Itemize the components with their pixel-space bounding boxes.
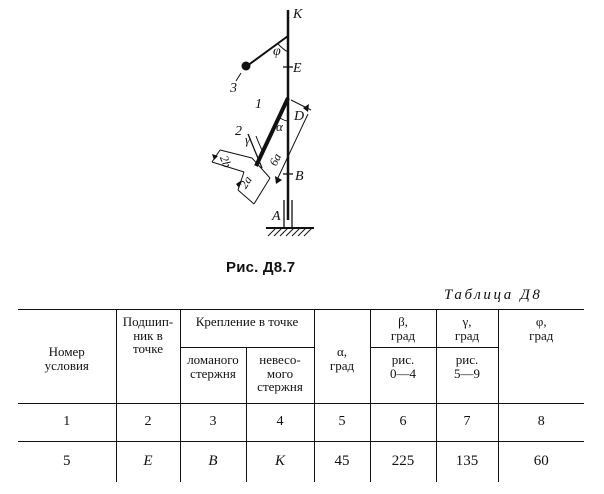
index-cell: 8 bbox=[498, 404, 584, 442]
header-bearing: Подшип- ник в точке bbox=[116, 310, 180, 404]
header-gamma: γ, град bbox=[436, 310, 498, 348]
label-b: B bbox=[295, 169, 304, 184]
index-cell: 5 bbox=[314, 404, 370, 442]
label-d: D bbox=[294, 109, 305, 124]
data-cell: E bbox=[116, 442, 180, 482]
index-cell: 1 bbox=[18, 404, 116, 442]
header-beta-fig: рис. 0—4 bbox=[370, 348, 436, 404]
label-2b: 2b bbox=[216, 153, 235, 170]
table-caption: Таблица Д8 bbox=[444, 287, 543, 303]
index-cell: 6 bbox=[370, 404, 436, 442]
index-cell: 4 bbox=[246, 404, 314, 442]
data-cell: 135 bbox=[436, 442, 498, 482]
label-2a: 2a bbox=[236, 173, 255, 191]
header-beta: β, град bbox=[370, 310, 436, 348]
index-cell: 3 bbox=[180, 404, 246, 442]
label-6a: 6a bbox=[266, 151, 285, 169]
weightless-rod bbox=[247, 36, 288, 66]
label-e: E bbox=[293, 61, 302, 76]
header-condition: Номер условия bbox=[18, 310, 116, 404]
data-cell: B bbox=[180, 442, 246, 482]
header-weightless-rod: невесо- мого стержня bbox=[246, 348, 314, 404]
label-1: 1 bbox=[255, 97, 262, 112]
header-gamma-fig: рис. 5—9 bbox=[436, 348, 498, 404]
header-phi: φ, град bbox=[498, 310, 584, 404]
label-k: K bbox=[293, 7, 303, 22]
figure-caption: Рис. Д8.7 bbox=[226, 259, 296, 276]
data-cell: 225 bbox=[370, 442, 436, 482]
data-cell: 5 bbox=[18, 442, 116, 482]
parameters-table bbox=[18, 309, 584, 482]
index-cell: 7 bbox=[436, 404, 498, 442]
header-broken-rod: ломаного стержня bbox=[180, 348, 246, 404]
header-alpha: α, град bbox=[314, 310, 370, 404]
data-cell: K bbox=[246, 442, 314, 482]
label-gamma: γ bbox=[245, 132, 251, 147]
header-mount: Крепление в точке bbox=[180, 310, 314, 348]
data-cell: 60 bbox=[498, 442, 584, 482]
label-a: A bbox=[272, 209, 281, 224]
point-mass bbox=[242, 62, 251, 71]
ground-hatch bbox=[268, 228, 312, 236]
gamma-angle-arc bbox=[256, 136, 262, 150]
label-phi: φ bbox=[273, 44, 281, 59]
label-3: 3 bbox=[230, 81, 237, 96]
label-alpha: α bbox=[276, 119, 283, 134]
label-2: 2 bbox=[235, 124, 242, 139]
index-cell: 2 bbox=[116, 404, 180, 442]
data-cell: 45 bbox=[314, 442, 370, 482]
